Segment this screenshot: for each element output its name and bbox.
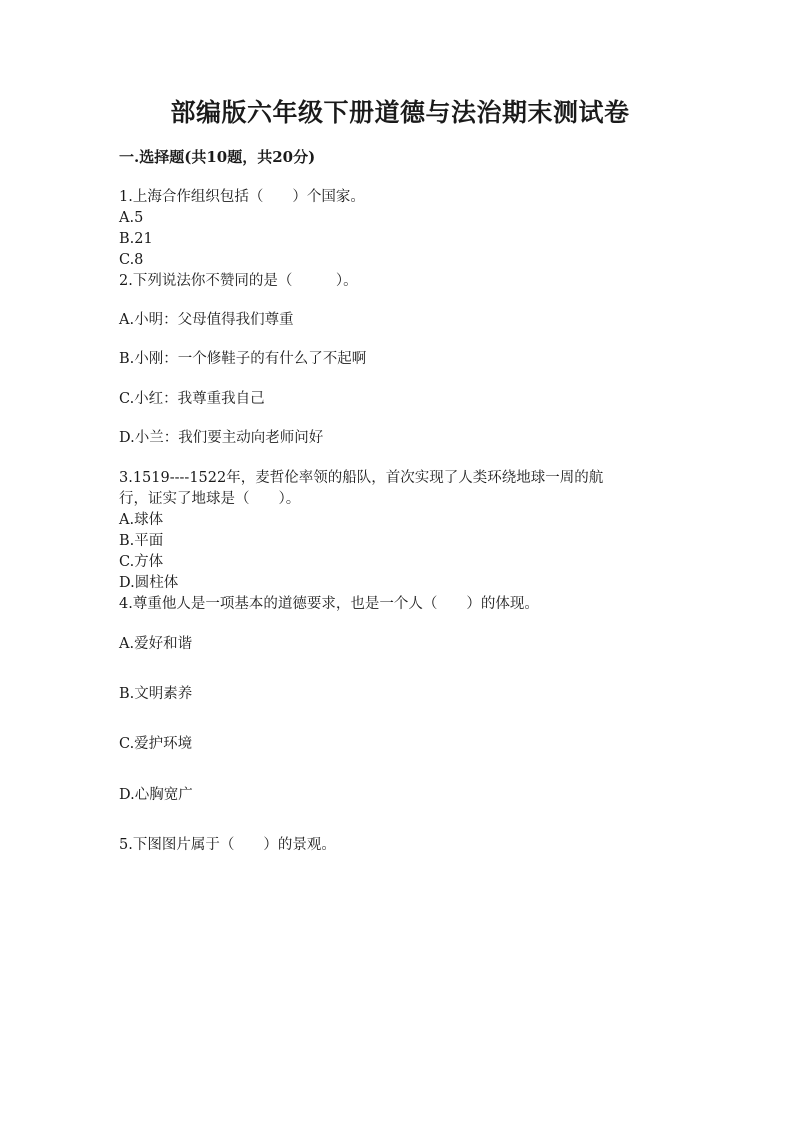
question-2-option-d: D.小兰：我们要主动向老师问好: [119, 430, 324, 446]
question-5-stem: 5.下图图片属于（ ）的景观。: [119, 837, 336, 853]
question-4-option-d: D.心胸宽广: [119, 787, 193, 803]
question-1-stem: 1.上海合作组织包括（ ）个国家。: [119, 189, 365, 205]
question-1-option-b: B.21: [119, 231, 153, 247]
question-3-option-a: A.球体: [119, 512, 164, 528]
question-3-option-b: B.平面: [119, 533, 164, 549]
question-2-option-a: A.小明：父母值得我们尊重: [119, 312, 294, 328]
question-3-stem-line-1: 3.1519----1522年，麦哲伦率领的船队，首次实现了人类环绕地球一周的航: [119, 470, 604, 486]
question-4-stem: 4.尊重他人是一项基本的道德要求，也是一个人（ ）的体现。: [119, 596, 539, 612]
exam-title: 部编版六年级下册道德与法治期末测试卷: [170, 98, 630, 127]
question-2-option-b: B.小刚：一个修鞋子的有什么了不起啊: [119, 351, 367, 367]
question-2-option-c: C.小红：我尊重我自己: [119, 391, 265, 407]
section-heading: 一.选择题(共10题，共20分): [119, 148, 316, 166]
question-1-option-c: C.8: [119, 252, 144, 268]
question-4-option-a: A.爱好和谐: [119, 636, 193, 652]
question-4-option-c: C.爱护环境: [119, 736, 193, 752]
question-3-option-c: C.方体: [119, 554, 164, 570]
question-3-stem-line-2: 行，证实了地球是（ ）。: [119, 491, 301, 507]
question-1-option-a: A.5: [119, 210, 144, 226]
question-2-stem: 2.下列说法你不赞同的是（ ）。: [119, 273, 358, 289]
question-3-option-d: D.圆柱体: [119, 575, 179, 591]
question-4-option-b: B.文明素养: [119, 686, 193, 702]
